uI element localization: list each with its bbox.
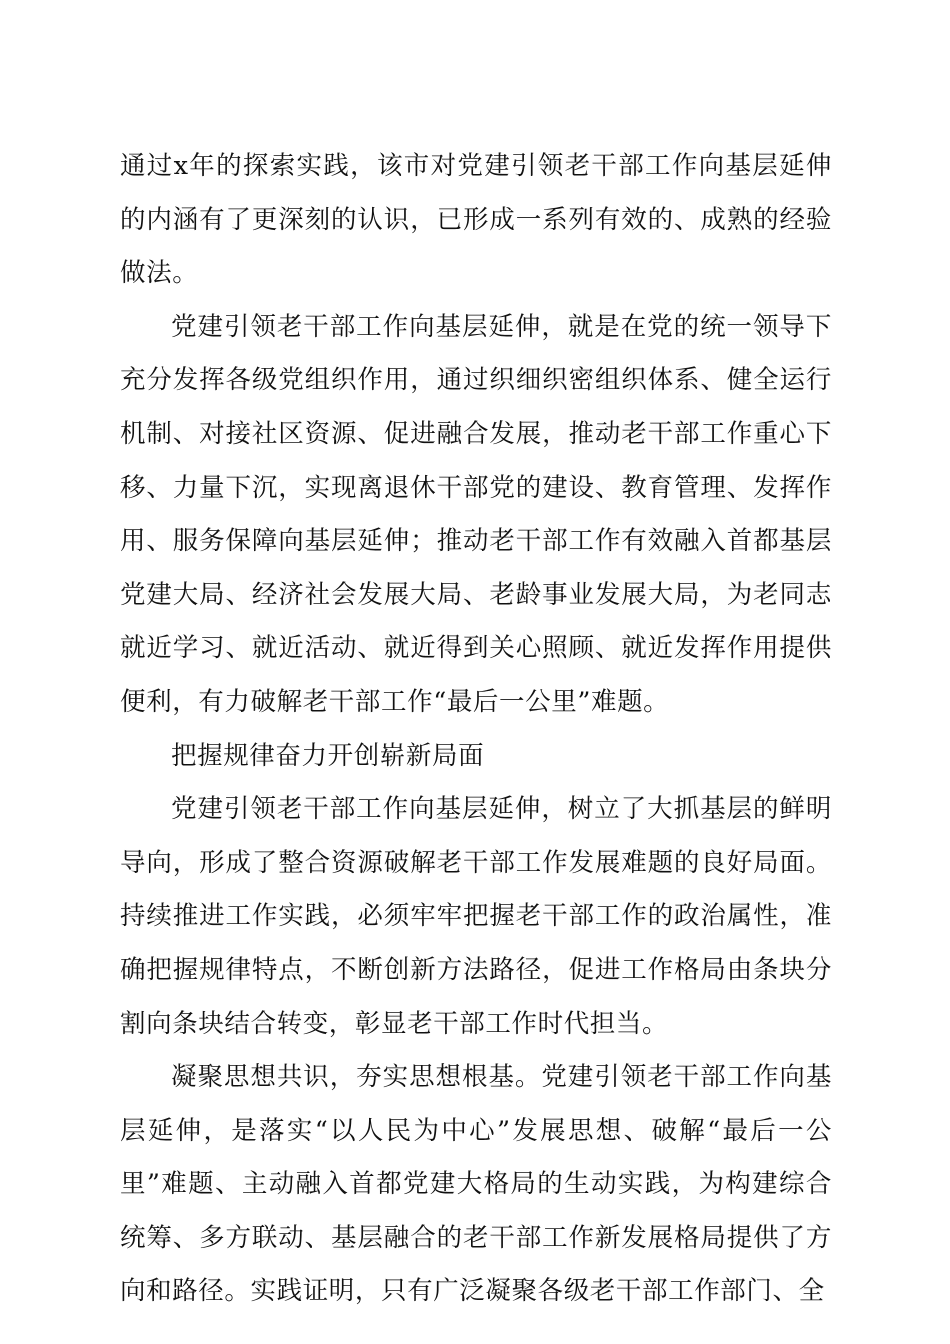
- paragraph-orientation: 党建引领老干部工作向基层延伸，树立了大抓基层的鲜明导向，形成了整合资源破解老干部工作发展难题的良好局面。持续推进工作实践，必须牢牢把握老干部工作的政治属性，准确把握规律特点，不断创新方法路径，促进工作格局由条块分割向条块结合转变，彰显老干部工作时代担当。: [120, 794, 832, 1039]
- paragraph-continuation: 通过x年的探索实践，该市对党建引领老干部工作向基层延伸的内涵有了更深刻的认识，已形成一系列有效的、成熟的经验做法。: [120, 151, 832, 289]
- section-heading: 把握规律奋力开创崭新局面: [171, 740, 485, 771]
- paragraph-definition: 党建引领老干部工作向基层延伸，就是在党的统一领导下充分发挥各级党组织作用，通过织细织密组织体系、健全运行机制、对接社区资源、促进融合发展，推动老干部工作重心下移、力量下沉，实现离退休干部党的建设、教育管理、发挥作用、服务保障向基层延伸；推动老干部工作有效融入首都基层党建大局、经济社会发展大局、老龄事业发展大局，为老同志就近学习、就近活动、就近得到关心照顾、就近发挥作用提供便利，有力破解老干部工作“最后一公里”难题。: [120, 311, 832, 717]
- document-body: [120, 140, 832, 1319]
- paragraph-consensus: 凝聚思想共识，夯实思想根基。党建引领老干部工作向基层延伸，是落实“以人民为中心”发展思想、破解“最后一公里”难题、主动融入首都党建大格局的生动实践，为构建综合统筹、多方联动、基层融合的老干部工作新发展格局提供了方向和路径。实践证明，只有广泛凝聚各级老干部工作部门、全: [120, 1062, 832, 1307]
